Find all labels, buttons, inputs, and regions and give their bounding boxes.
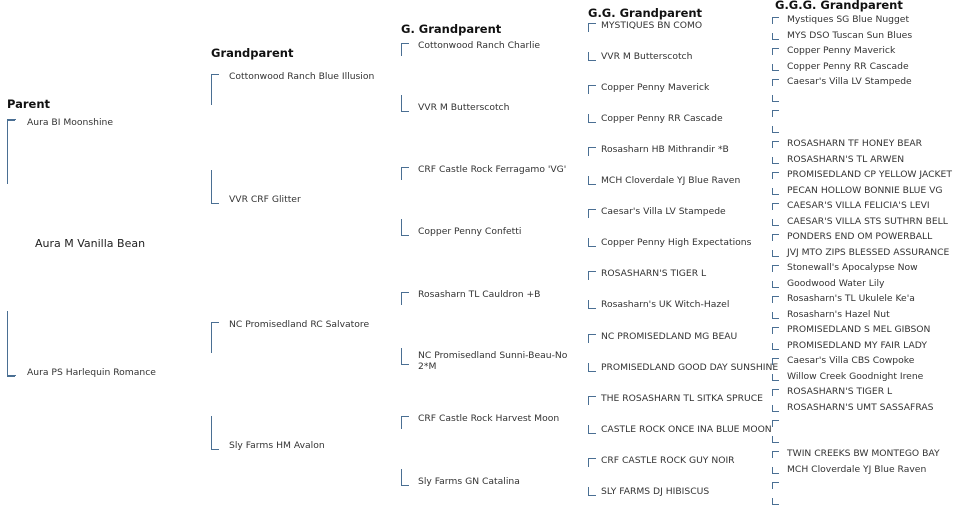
ggg-grandparent-bracket [772, 110, 779, 117]
ggg-grandparent-name[interactable]: Copper Penny RR Cascade [787, 60, 909, 72]
ggg-grandparent-bracket [772, 64, 779, 71]
ggg-grandparent-bracket [772, 157, 779, 164]
gg-grandparent-name[interactable]: NC PROMISEDLAND MG BEAU [601, 330, 738, 342]
ggg-grandparent-name[interactable]: Stonewall's Apocalypse Now [787, 262, 918, 273]
ggg-grandparent-name[interactable]: ROSASHARN TF HONEY BEAR [787, 138, 923, 149]
gg-grandparent-bracket [588, 487, 596, 496]
ggg-grandparent-bracket [772, 188, 779, 195]
ggg-grandparent-name[interactable]: ROSASHARN'S TL ARWEN [787, 153, 905, 165]
ggg-grandparent-bracket [772, 265, 779, 272]
gg-grandparent-name[interactable]: Rosasharn HB Mithrandir *B [601, 144, 729, 156]
ggg-grandparent-name[interactable]: JVJ MTO ZIPS BLESSED ASSURANCE [787, 246, 950, 258]
ggg-grandparent-bracket [772, 358, 779, 365]
ggg-grandparent-name[interactable]: PROMISEDLAND S MEL GIBSON [787, 324, 931, 335]
g-grandparent-bracket [401, 43, 409, 56]
ggg-grandparent-bracket [772, 48, 779, 55]
ggg-grandparent-name[interactable]: ROSASHARN'S TIGER L [787, 386, 893, 397]
ggg-grandparent-bracket [772, 420, 779, 427]
ggg-grandparent-name[interactable]: Rosasharn's Hazel Nut [787, 308, 890, 320]
g-grandparent-bracket [401, 348, 409, 365]
gg-grandparent-name[interactable]: Rosasharn's UK Witch-Hazel [601, 299, 730, 311]
gg-grandparent-bracket [588, 425, 596, 434]
gg-grandparent-bracket [588, 396, 596, 405]
gg-grandparent-name[interactable]: CASTLE ROCK ONCE INA BLUE MOON [601, 423, 772, 435]
gg-grandparent-bracket [588, 334, 596, 343]
ggg-grandparent-name[interactable]: Mystiques SG Blue Nugget [787, 14, 910, 25]
gg-grandparent-bracket [588, 300, 596, 309]
g-grandparent-name[interactable]: VVR M Butterscotch [418, 102, 510, 113]
header-parent: Parent [7, 97, 51, 111]
ggg-grandparent-name[interactable]: PECAN HOLLOW BONNIE BLUE VG [787, 184, 943, 196]
grandparent-name[interactable]: Cottonwood Ranch Blue Illusion [229, 71, 375, 82]
header-g-grandparent: G. Grandparent [401, 22, 502, 36]
ggg-grandparent-bracket [772, 203, 779, 210]
gg-grandparent-bracket [588, 209, 596, 218]
grandparent-bracket [211, 170, 219, 204]
header-grandparent: Grandparent [211, 46, 294, 60]
ggg-grandparent-bracket [772, 405, 779, 412]
gg-grandparent-name[interactable]: Caesar's Villa LV Stampede [601, 206, 726, 218]
ggg-grandparent-bracket [772, 219, 779, 226]
header-gg-grandparent: G.G. Grandparent [588, 6, 703, 20]
ggg-grandparent-bracket [772, 172, 779, 179]
gg-grandparent-name[interactable]: CRF CASTLE ROCK GUY NOIR [601, 454, 735, 466]
ggg-grandparent-bracket [772, 451, 779, 458]
ggg-grandparent-bracket [772, 343, 779, 350]
parent-name[interactable]: Aura PS Harlequin Romance [27, 367, 156, 378]
ggg-grandparent-name[interactable]: CAESAR'S VILLA FELICIA'S LEVI [787, 200, 930, 211]
ggg-grandparent-name[interactable]: MCH Cloverdale YJ Blue Raven [787, 463, 927, 475]
gg-grandparent-bracket [588, 52, 596, 61]
ggg-grandparent-bracket [772, 95, 779, 102]
ggg-grandparent-bracket [772, 141, 779, 148]
ggg-grandparent-bracket [772, 250, 779, 257]
parent-bracket [7, 311, 16, 376]
ggg-grandparent-bracket [772, 498, 779, 505]
g-grandparent-bracket [401, 219, 409, 236]
header-ggg-grandparent: G.G.G. Grandparent [775, 0, 903, 12]
grandparent-name[interactable]: Sly Farms HM Avalon [229, 440, 325, 451]
ggg-grandparent-bracket [772, 374, 779, 381]
gg-grandparent-name[interactable]: MYSTIQUES BN COMO [601, 20, 703, 31]
g-grandparent-name[interactable]: Rosasharn TL Cauldron +B [418, 289, 541, 300]
gg-grandparent-bracket [588, 85, 596, 94]
gg-grandparent-name[interactable]: Copper Penny RR Cascade [601, 113, 723, 125]
ggg-grandparent-name[interactable]: Willow Creek Goodnight Irene [787, 370, 924, 382]
ggg-grandparent-bracket [772, 482, 779, 489]
ggg-grandparent-bracket [772, 79, 779, 86]
ggg-grandparent-bracket [772, 467, 779, 474]
grandparent-name[interactable]: NC Promisedland RC Salvatore [229, 319, 370, 330]
ggg-grandparent-name[interactable]: PONDERS END OM POWERBALL [787, 231, 933, 242]
ggg-grandparent-name[interactable]: PROMISEDLAND MY FAIR LADY [787, 339, 927, 351]
g-grandparent-bracket [401, 469, 409, 486]
gg-grandparent-name[interactable]: Copper Penny High Expectations [601, 237, 752, 249]
gg-grandparent-name[interactable]: SLY FARMS DJ HIBISCUS [601, 485, 710, 497]
g-grandparent-bracket [401, 167, 409, 180]
gg-grandparent-bracket [588, 458, 596, 467]
gg-grandparent-name[interactable]: VVR M Butterscotch [601, 51, 693, 63]
ggg-grandparent-name[interactable]: ROSASHARN'S UMT SASSAFRAS [787, 401, 934, 413]
g-grandparent-name[interactable]: Sly Farms GN Catalina [418, 476, 520, 487]
ggg-grandparent-bracket [772, 327, 779, 334]
ggg-grandparent-bracket [772, 389, 779, 396]
subject-name: Aura M Vanilla Bean [35, 237, 146, 250]
ggg-grandparent-bracket [772, 126, 779, 133]
ggg-grandparent-bracket [772, 312, 779, 319]
ggg-grandparent-name[interactable]: Caesar's Villa CBS Cowpoke [787, 355, 915, 366]
g-grandparent-name[interactable]: CRF Castle Rock Ferragamo 'VG' [418, 164, 567, 175]
ggg-grandparent-bracket [772, 281, 779, 288]
gg-grandparent-bracket [588, 238, 596, 247]
gg-grandparent-bracket [588, 23, 596, 32]
ggg-grandparent-bracket [772, 33, 779, 40]
gg-grandparent-name[interactable]: PROMISEDLAND GOOD DAY SUNSHINE [601, 361, 779, 373]
ggg-grandparent-name[interactable]: MYS DSO Tuscan Sun Blues [787, 29, 913, 41]
gg-grandparent-name[interactable]: MCH Cloverdale YJ Blue Raven [601, 175, 741, 187]
g-grandparent-bracket [401, 95, 409, 112]
g-grandparent-bracket [401, 292, 409, 305]
ggg-grandparent-name[interactable]: Caesar's Villa LV Stampede [787, 76, 912, 87]
gg-grandparent-bracket [588, 176, 596, 185]
gg-grandparent-name[interactable]: Copper Penny Maverick [601, 82, 710, 94]
grandparent-name[interactable]: VVR CRF Glitter [229, 194, 301, 205]
ggg-grandparent-bracket [772, 296, 779, 303]
ggg-grandparent-name[interactable]: Goodwood Water Lily [787, 277, 885, 289]
gg-grandparent-name[interactable]: ROSASHARN'S TIGER L [601, 268, 707, 280]
gg-grandparent-bracket [588, 114, 596, 123]
grandparent-bracket [211, 74, 219, 105]
gg-grandparent-bracket [588, 271, 596, 280]
g-grandparent-name[interactable]: Copper Penny Confetti [418, 226, 522, 237]
gg-grandparent-name[interactable]: THE ROSASHARN TL SITKA SPRUCE [601, 392, 763, 404]
g-grandparent-bracket [401, 416, 409, 429]
ggg-grandparent-name[interactable]: CAESAR'S VILLA STS SUTHRN BELL [787, 215, 948, 227]
parent-name[interactable]: Aura BI Moonshine [27, 117, 113, 128]
parent-bracket [7, 119, 16, 183]
gg-grandparent-bracket [588, 363, 596, 372]
grandparent-bracket [211, 322, 219, 353]
ggg-grandparent-name[interactable]: Rosasharn's TL Ukulele Ke'a [787, 293, 915, 304]
grandparent-bracket [211, 416, 219, 450]
ggg-grandparent-bracket [772, 234, 779, 241]
ggg-grandparent-bracket [772, 17, 779, 24]
g-grandparent-name[interactable]: Cottonwood Ranch Charlie [418, 40, 541, 51]
g-grandparent-name[interactable]: CRF Castle Rock Harvest Moon [418, 413, 560, 424]
ggg-grandparent-name[interactable]: PROMISEDLAND CP YELLOW JACKET [787, 169, 952, 180]
gg-grandparent-bracket [588, 147, 596, 156]
g-grandparent-name[interactable]: NC Promisedland Sunni-Beau-No 2*M [418, 350, 568, 372]
ggg-grandparent-name[interactable]: Copper Penny Maverick [787, 45, 896, 56]
ggg-grandparent-name[interactable]: TWIN CREEKS BW MONTEGO BAY [787, 448, 940, 459]
ggg-grandparent-bracket [772, 436, 779, 443]
